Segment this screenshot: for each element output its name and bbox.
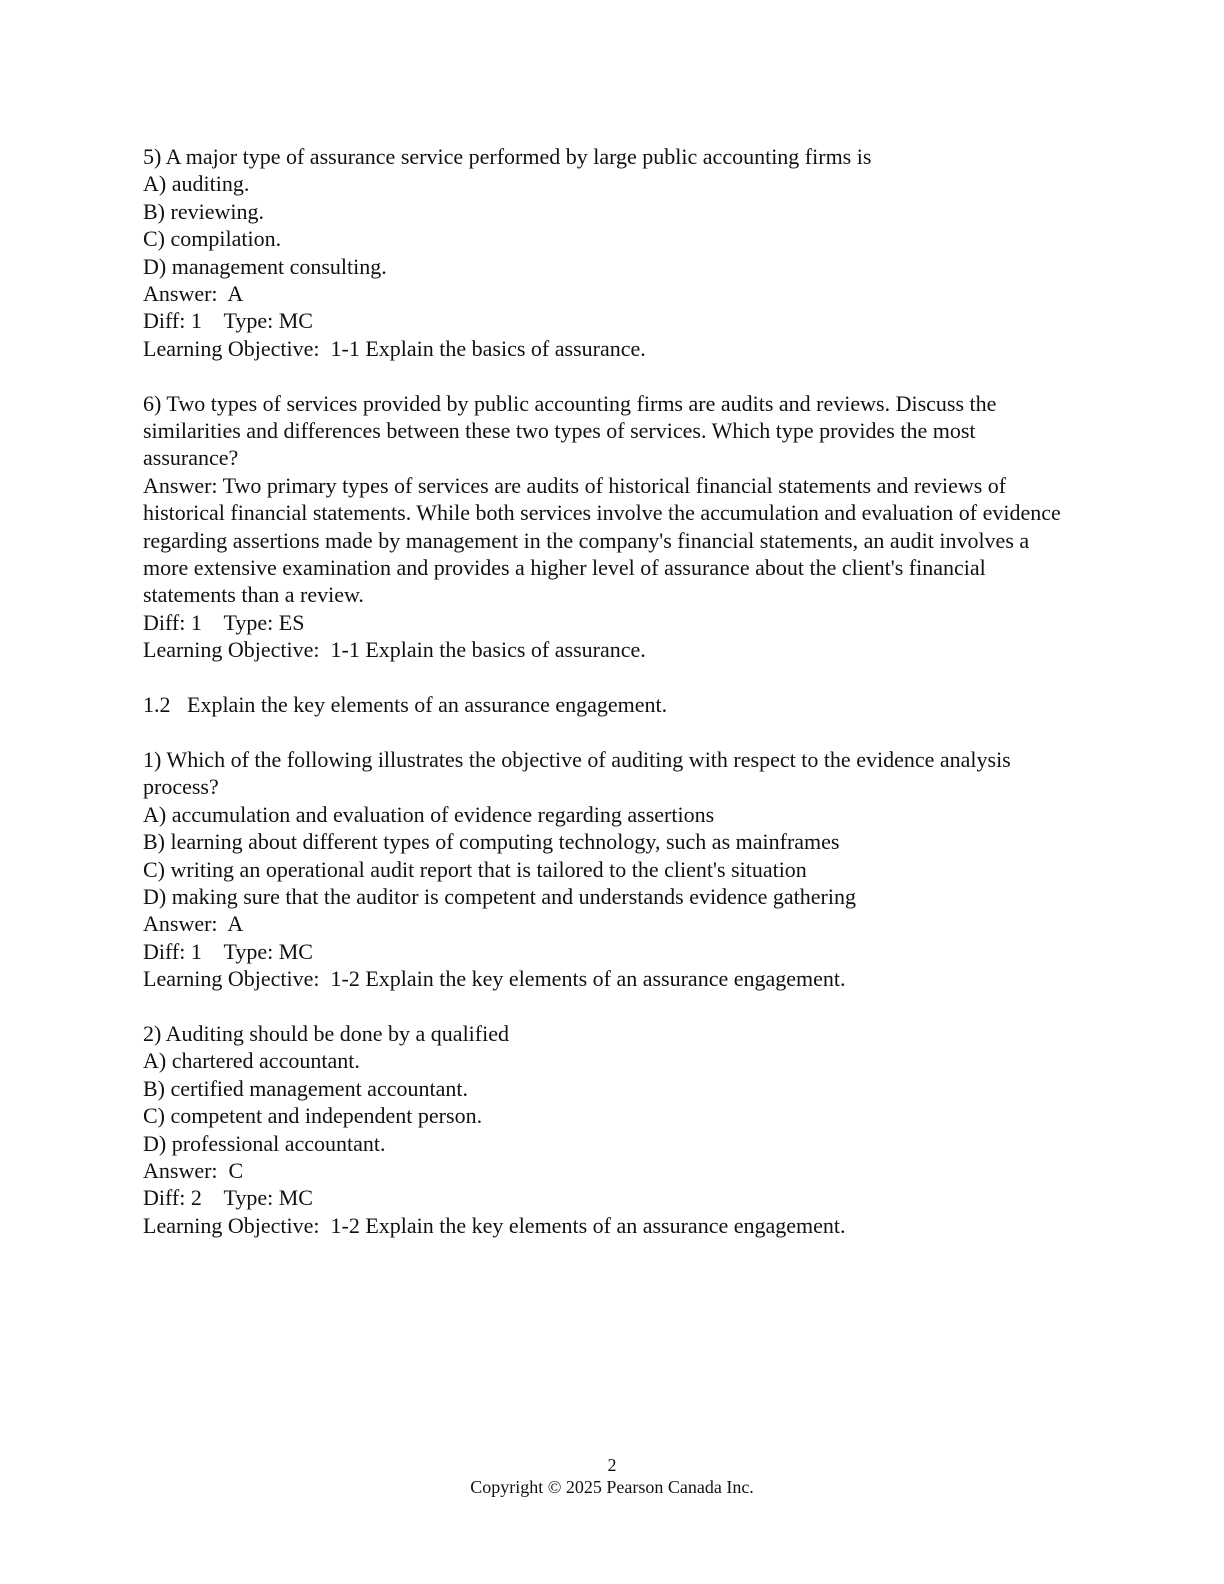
option-b: B) certified management accountant. — [143, 1075, 468, 1101]
answer: Answer: C — [143, 1157, 244, 1183]
option-a: A) auditing. — [143, 171, 250, 197]
question-stem: 6) Two types of services provided by public accounting firms are audits and reviews. Discuss the similarities and differences between these two types of services. Which type provides the most assurance? — [143, 390, 997, 471]
learning-objective: Learning Objective: 1-1 Explain the basics of assurance. — [143, 335, 646, 361]
option-a: A) chartered accountant. — [143, 1048, 360, 1074]
option-d: D) making sure that the auditor is competent and understands evidence gathering — [143, 883, 856, 909]
page-number: 2 — [607, 1455, 617, 1475]
answer: Answer: A — [143, 911, 244, 937]
section-heading-text: 1.2 Explain the key elements of an assurance engagement. — [143, 692, 668, 718]
question-5 — [143, 143, 1073, 362]
copyright-notice: Copyright © 2025 Pearson Canada Inc. — [470, 1477, 754, 1497]
question-stem: 5) A major type of assurance service performed by large public accounting firms is — [143, 144, 872, 169]
option-c: C) writing an operational audit report that is tailored to the client's situation — [143, 856, 807, 882]
option-d: D) professional accountant. — [143, 1130, 386, 1156]
option-c: C) competent and independent person. — [143, 1103, 483, 1129]
section-heading — [143, 691, 1073, 718]
learning-objective: Learning Objective: 1-1 Explain the basics of assurance. — [143, 637, 646, 663]
question-stem: 2) Auditing should be done by a qualified — [143, 1020, 509, 1046]
question-stem: 1) Which of the following illustrates the objective of auditing with respect to the evidence analysis process? — [143, 746, 1011, 800]
learning-objective: Learning Objective: 1-2 Explain the key elements of an assurance engagement. — [143, 966, 846, 992]
difficulty-type: Diff: 1 Type: ES — [143, 609, 305, 635]
question-1 — [143, 746, 1073, 993]
option-b: B) reviewing. — [143, 198, 264, 224]
option-d: D) management consulting. — [143, 253, 387, 279]
question-2 — [143, 1020, 1073, 1239]
document-body — [143, 143, 1073, 1267]
learning-objective: Learning Objective: 1-2 Explain the key elements of an assurance engagement. — [143, 1212, 846, 1238]
option-b: B) learning about different types of computing technology, such as mainframes — [143, 829, 840, 855]
option-a: A) accumulation and evaluation of evidence regarding assertions — [143, 801, 715, 827]
difficulty-type: Diff: 1 Type: MC — [143, 308, 313, 334]
answer: Answer: Two primary types of services are audits of historical financial statements and reviews of historical financial statements. While both services involve the accumulation and evaluation of evidence regarding assertions made by management in the company's financial statements, an audit involves a more extensive examination and provides a higher level of assurance about the client's financial statements than a review. — [143, 472, 1061, 608]
difficulty-type: Diff: 1 Type: MC — [143, 938, 313, 964]
difficulty-type: Diff: 2 Type: MC — [143, 1185, 313, 1211]
answer: Answer: A — [143, 281, 244, 307]
question-6 — [143, 390, 1073, 664]
option-c: C) compilation. — [143, 226, 282, 252]
